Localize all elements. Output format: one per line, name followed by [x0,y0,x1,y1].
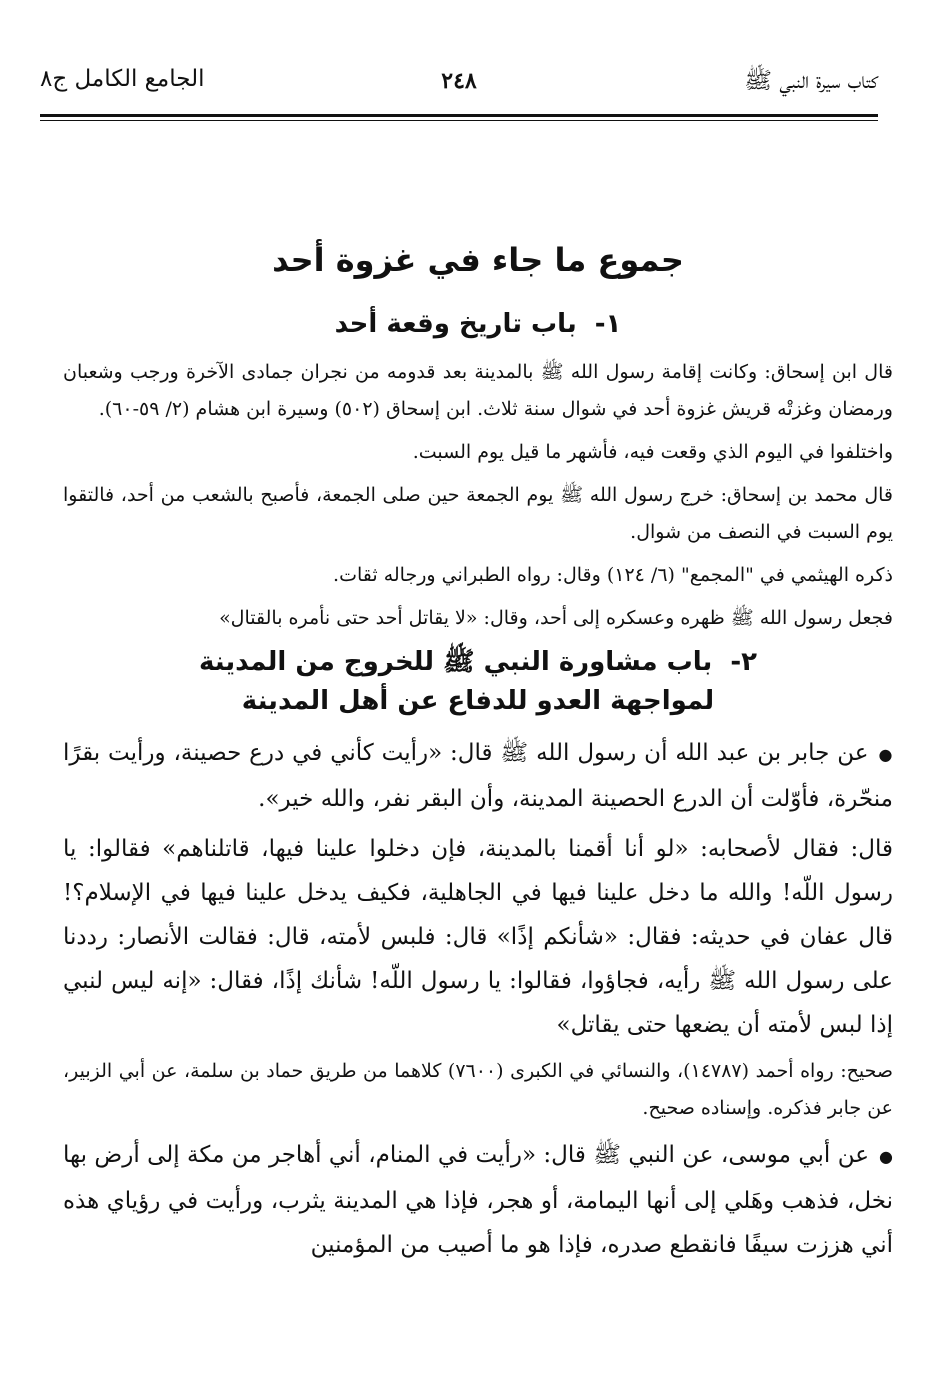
paragraph: قال محمد بن إسحاق: خرج رسول الله ﷺ يوم الجمعة حين صلى الجمعة، فأصبح بالشعب من أحد، فالتقوا يوم السبت في النصف من شوال. [63,483,893,543]
header-rule-thick [40,114,878,117]
chapter-number: ١- [594,308,622,339]
header-rule-thin [40,120,878,121]
running-header [40,66,878,116]
citation: ذكره الهيثمي في "المجمع" (٦/ ١٢٤) وقال: رواه الطبراني ورجاله ثقات. [333,563,893,586]
bullet-icon: ● [878,1146,893,1166]
hadith-body: عن جابر بن عبد الله أن رسول الله ﷺ قال: «رأيت كأني في درع حصينة، ورأيت بقرًا منحّرة، فأوّلت أن الدرع الحصينة المدينة، وأن البقر نفر، والله خير». [63,739,893,812]
chapter-number: ٢- [730,646,757,677]
chapter-title: باب مشاورة النبي ﷺ للخروج من المدينة [199,646,713,677]
volume-label: الجامع الكامل ج٨ [40,66,205,92]
page-body [63,238,893,1273]
paragraph: فجعل رسول الله ﷺ ظهره وعسكره إلى أحد، وقال: «لا يقاتل أحد حتى نأمره بالقتال» [219,606,893,629]
book-title: كتاب سيرة النبي ﷺ [744,68,878,94]
chapter-heading-2 [63,643,893,721]
paragraph: قال ابن إسحاق: وكانت إقامة رسول الله ﷺ بالمدينة بعد قدومه من نجران جمادى الآخرة ورجب وشعبان ورمضان وغزتْه قريش غزوة أحد في شوال سنة ثلاث. ابن إسحاق (٥٠٢) وسيرة ابن هشام (٢/ ٥٩-٦٠). [63,360,893,420]
chapter-title-line-2: لمواجهة العدو للدفاع عن أهل المدينة [241,685,715,716]
bullet-icon: ● [878,744,893,764]
hadith-text [63,1133,893,1267]
hadith-text [63,731,893,821]
paragraph: واختلفوا في اليوم الذي وقعت فيه، فأشهر ما قيل يوم السبت. [412,440,893,463]
hadith-body: عن أبي موسى، عن النبي ﷺ قال: «رأيت في المنام، أني أهاجر من مكة إلى أرض بها نخل، فذهب وهَلي إلى أنها اليمامة، أو هجر، فإذا هي المدينة يثرب، ورأيت في رؤياي هذه أني هززت سيفًا فانقطع صدره، فإذا هو ما أصيب من المؤمنين [63,1141,893,1258]
chapter-heading-1 [63,305,893,344]
chapter-title: باب تاريخ وقعة أحد [334,308,577,339]
main-title: جموع ما جاء في غزوة أحد [272,241,684,279]
hadith-continuation: قال: فقال لأصحابه: «لو أنا أقمنا بالمدينة، فإن دخلوا علينا فيها، قاتلناهم» فقالوا: يا رسول اللّه! والله ما دخل علينا فيها في الجاهلية، فكيف يدخل علينا فيها في الإسلام؟! قال عفان في حديثه: فقال: «شأنكم إذًا» قال: فلبس لأمته، قال: فقالت الأنصار: رددنا على رسول الله ﷺ رأيه، فجاؤوا، فقالوا: يا رسول اللّه! شأنك إذًا، فقال: «إنه ليس لنبي إذا لبس لأمته أن يضعها حتى يقاتل» [63,835,893,1038]
hadith-grading: صحيح: رواه أحمد (١٤٧٨٧)، والنسائي في الكبرى (٧٦٠٠) كلاهما من طريق حماد بن سلمة، عن أبي الزبير، عن جابر فذكره. وإسناده صحيح. [63,1059,893,1119]
page-number: ٢٤٨ [441,68,477,94]
chapter-title-line-1 [63,643,893,682]
